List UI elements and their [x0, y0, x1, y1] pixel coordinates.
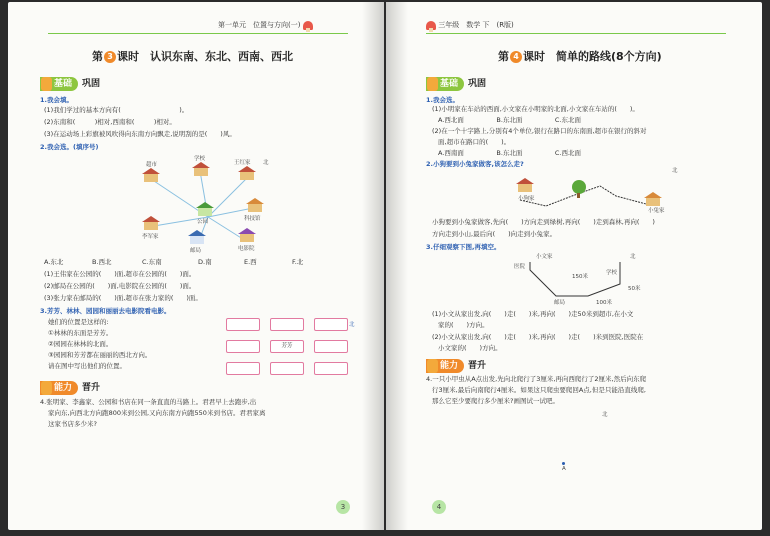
cinema-icon [238, 228, 256, 242]
basic-badge-sub: 巩固 [82, 79, 101, 89]
header-title: 三年级 数学 下 (R版) [438, 21, 514, 29]
answer-box[interactable] [314, 362, 348, 375]
gutter-shadow [362, 2, 384, 530]
distance-100: 100米 [596, 300, 612, 306]
s1-line: (2)东南和( )相对,西南和( )相对。 [44, 118, 176, 126]
gutter-shadow [386, 2, 408, 530]
s4-line: 4.一只小甲虫从A点出发,先向北爬行了3厘米,再向西爬行了2厘米,然后向东爬 [426, 375, 647, 383]
right-page [386, 2, 762, 530]
mushroom-icon [303, 21, 313, 30]
s3-line: 家的( )方向。 [438, 321, 489, 329]
s1-line: (3)在运动场上彩旗被风吹得向东南方向飘走,说明刮的是( )风。 [44, 130, 236, 138]
answer-box[interactable] [226, 362, 260, 375]
tree-trunk [577, 193, 580, 198]
ability-badge [426, 358, 486, 372]
s2-option: D.南 [198, 258, 212, 266]
tree-icon [572, 180, 586, 194]
s2-line: (2)邮局在公园的( )面,电影院在公园的( )面。 [44, 282, 196, 290]
right-header [426, 20, 514, 34]
s3-line: ②园园在林林的北面。 [48, 340, 113, 348]
s2-option: F.北 [292, 258, 304, 266]
point-a-label: A [562, 466, 566, 472]
header-rule [426, 33, 726, 34]
dog-house-icon [516, 178, 534, 192]
basic-badge-label: 基础 [40, 77, 78, 91]
section-3-title: 3.芳芳、林林、园园和丽丽去电影院看电影。 [40, 307, 171, 315]
drawing-north-label: 北 [602, 412, 608, 418]
s4-line: 4.张明家、李鑫家、公园和书店在同一条直直的马路上。君君早上去跑步,出 [40, 398, 257, 406]
answer-box[interactable] [270, 362, 304, 375]
map-label-park: 公园 [197, 219, 209, 225]
lesson-title-pre: 第 [498, 50, 509, 63]
s3-line: 小文家的( )方向。 [438, 344, 502, 352]
s4-line: 家向东,向西北方向跑800米到公园,又向东南方向跑550米到书店。君君家离 [48, 409, 266, 417]
post-office-icon [188, 230, 206, 244]
lesson-title-post: 课时 简单的路线(8个方向) [523, 50, 662, 63]
s2-option: E.西 [244, 258, 257, 266]
lesson-title [92, 48, 293, 64]
lesson-title-pre: 第 [92, 50, 103, 63]
open-book [8, 0, 762, 536]
mushroom-icon [426, 21, 436, 30]
s2-option: C.东南 [142, 258, 162, 266]
map-label-li-home: 李军家 [142, 234, 159, 240]
school-icon [192, 162, 210, 176]
s3-line: (1)小文从家出发,向( )走( )米,再向( )走50米到超市,在小文 [432, 310, 634, 318]
answer-box[interactable] [314, 318, 348, 331]
distance-50: 50米 [628, 286, 641, 292]
basic-badge [40, 76, 100, 90]
rabbit-house-label: 小兔家 [648, 208, 665, 214]
map-label-wang-home: 王红家 [234, 160, 251, 166]
map-label-post: 邮局 [190, 248, 202, 254]
answer-box[interactable] [270, 318, 304, 331]
ability-badge-label: 能力 [426, 359, 464, 373]
s3-line: (2)小文从家出发,向( )走( )米,再向( )走( )米到医院,医院在 [432, 333, 644, 341]
s3-north-label: 北 [349, 322, 355, 328]
lesson-title-post: 课时 认识东南、东北、西南、西北 [117, 50, 293, 63]
s2-line: 小狗要到小兔家做客,先向( )方向走到绿树,再向( )走到森林,再向( ) [432, 218, 655, 226]
s1-line: A.西南面 B.东北面 C.西北面 [438, 149, 582, 157]
ability-badge [40, 380, 100, 394]
left-page [8, 2, 384, 530]
dog-house-label: 小狗家 [518, 196, 535, 202]
section-1-title: 1.我会填。 [40, 96, 73, 104]
s2-line: (3)张力家在邮局的( )面,超市在张力家的( )面。 [44, 294, 202, 302]
lesson-number: 4 [510, 51, 522, 63]
section-3-title: 3.仔细观察下图,再填空。 [426, 243, 501, 251]
route-north-label: 北 [672, 168, 678, 174]
map-label-school: 学校 [194, 156, 206, 162]
s4-line: 那么它至少要爬行多少厘米?画图试一试吧。 [432, 397, 559, 405]
map-label-library: 科技馆 [244, 216, 261, 222]
map-north-label: 北 [630, 254, 636, 260]
s1-line: 面,超市在路口的( )。 [438, 138, 511, 146]
s3-line: 她们的位置是这样的: [48, 318, 109, 326]
section-2-title: 2.小狗要到小兔家做客,该怎么走? [426, 160, 524, 168]
s2-line: (1)王伟家在公园的( )面,超市在公园的( )面。 [44, 270, 196, 278]
s1-line: A.西北面 B.东北面 C.东北面 [438, 116, 582, 124]
rabbit-house-icon [644, 192, 662, 206]
answer-box[interactable] [226, 340, 260, 353]
supermarket-icon [142, 168, 160, 182]
s1-line: (2)在一个十字路上,分别有4个单位,银行在路口的东南面,超市在银行的斜对 [432, 127, 647, 135]
lesson-number: 3 [104, 51, 116, 63]
header-rule [48, 33, 348, 34]
s1-line: (1)我们学过的基本方向有( )。 [44, 106, 189, 114]
map-label-north: 北 [263, 160, 269, 166]
page-number: 4 [432, 500, 446, 514]
s3-line: ③园园和芳芳都在丽丽的西北方向。 [48, 351, 152, 359]
point-a-dot [562, 462, 565, 465]
ability-badge-sub: 晋升 [82, 383, 101, 393]
route-map-lines [516, 252, 656, 308]
li-home-icon [142, 216, 160, 230]
section-2-title: 2.我会选。(填序号) [40, 143, 99, 151]
s2-option: A.东北 [44, 258, 64, 266]
s2-line: 方向走到小山,最后向( )向走到小兔家。 [432, 230, 557, 238]
s2-option: B.西北 [92, 258, 112, 266]
map-label-supermarket: 超市 [146, 162, 158, 168]
left-header [218, 20, 313, 34]
mail-label: 邮局 [554, 300, 566, 306]
hospital-label: 医院 [514, 264, 526, 270]
section-1-title: 1.我会选。 [426, 96, 459, 104]
distance-150: 150米 [572, 274, 588, 280]
map-label-cinema: 电影院 [238, 246, 255, 252]
answer-box[interactable] [314, 340, 348, 353]
home-label: 小文家 [536, 254, 553, 260]
page-number: 3 [336, 500, 350, 514]
s3-line: ①林林的东面是芳芳。 [48, 329, 113, 337]
s1-line: (1)小明家在车站的西面,小文家在小明家的北面,小文家在车站的( )。 [432, 105, 639, 113]
basic-badge-label: 基础 [426, 77, 464, 91]
library-icon [246, 198, 264, 212]
answer-box-fangfang: 芳芳 [270, 340, 304, 353]
s3-line: 请在图中写出他们的位置。 [48, 362, 126, 370]
basic-badge-sub: 巩固 [468, 79, 487, 89]
ability-badge-label: 能力 [40, 381, 78, 395]
s4-line: 这家书店多少米? [48, 420, 97, 428]
answer-box[interactable] [226, 318, 260, 331]
wang-home-icon [238, 166, 256, 180]
ability-badge-sub: 晋升 [468, 361, 487, 371]
school-label: 学校 [606, 270, 618, 276]
lesson-title [498, 48, 662, 64]
header-title: 第一单元 位置与方向(一) [218, 21, 301, 29]
basic-badge [426, 76, 486, 90]
s4-line: 行3厘米,最后向南爬行4厘米。如果这只爬虫要爬回A点,但是只能沿直线爬, [432, 386, 646, 394]
park-icon [196, 202, 214, 216]
